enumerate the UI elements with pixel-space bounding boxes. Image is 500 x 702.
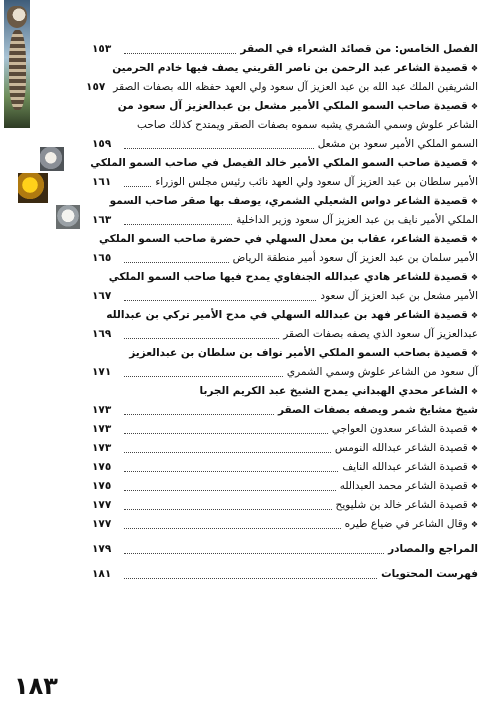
page-number: ١٨٣ — [14, 672, 58, 700]
bullet-icon: ❖ — [470, 102, 478, 111]
toc-entry: ❖ قصيدة صاحب السمو الملكي الأمير خالد الفيصل في صاحب السمو الملكي — [92, 154, 478, 173]
page-ref: ١٧٩ — [92, 543, 112, 555]
toc-subentry: ❖ وقال الشاعر في ضياع طيره ١٧٧ — [92, 515, 478, 534]
falcon-thumbnail-3 — [56, 205, 80, 229]
toc-entry-continuation: شيخ مشايخ شمر ويصفه بصفات الصقر ١٧٣ — [92, 401, 478, 420]
dot-leader — [124, 553, 384, 554]
toc-entry-continuation: الأمير مشعل بن عبد العزيز آل سعود ١٦٧ — [92, 287, 478, 306]
bullet-icon: ❖ — [470, 64, 478, 73]
bullet-icon: ❖ — [470, 520, 478, 529]
toc-entry-continuation: الشاعر علوش وسمي الشمري يشبه سموه بصفات الصقر ويمتدح كذلك صاحب — [137, 119, 478, 131]
toc-entry-continuation: الشريفين الملك عبد الله بن عبد العزيز آل سعود ولي العهد حفظه الله بصفات الصقر ١٥٧ — [92, 78, 478, 97]
falcon-thumbnail-2 — [18, 173, 48, 203]
bullet-icon: ❖ — [470, 501, 478, 510]
page-ref: ١٧٥ — [92, 480, 112, 492]
dot-leader — [124, 528, 341, 529]
toc-entry-continuation: السمو الملكي الأمير سعود بن مشعل ١٥٩ — [92, 135, 478, 154]
page-ref: ١٧٧ — [92, 499, 112, 511]
toc-subentry: ❖ قصيدة الشاعر محمد العبدالله ١٧٥ — [92, 477, 478, 496]
dot-leader — [124, 452, 331, 453]
page-ref: ١٧٣ — [92, 442, 112, 454]
toc-entry-continuation: الأمير سلمان بن عبد العزيز آل سعود أمير منطقة الرياض ١٦٥ — [92, 249, 478, 268]
toc-entry: ❖ قصيدة الشاعر فهد بن عبدالله السهلي في مدح الأمير تركي بن عبدالله — [92, 306, 478, 325]
page-ref: ١٥٣ — [92, 43, 112, 55]
toc-entry: ❖ قصيدة صاحب السمو الملكي الأمير مشعل بن عبدالعزيز آل سعود من — [92, 97, 478, 116]
dot-leader — [124, 224, 232, 225]
page-ref: ١٦٥ — [92, 252, 112, 264]
toc-entry-continuation: الملكي الأمير نايف بن عبد العزيز آل سعود وزير الداخلية ١٦٣ — [92, 211, 478, 230]
bullet-icon: ❖ — [470, 387, 478, 396]
dot-leader — [124, 414, 274, 415]
bullet-icon: ❖ — [470, 425, 478, 434]
dot-leader — [124, 262, 229, 263]
bullet-icon: ❖ — [470, 482, 478, 491]
toc-subentry: ❖ قصيدة الشاعر خالد بن شليويح ١٧٧ — [92, 496, 478, 515]
toc-entry: ❖ الشاعر محدي الهبداني يمدح الشيخ عبد الكريم الجربا — [92, 382, 478, 401]
falcon-body-image — [9, 30, 26, 110]
toc-entry-continuation: الأمير سلطان بن عبد العزيز آل سعود ولي العهد نائب رئيس مجلس الوزراء ١٦١ — [92, 173, 478, 192]
page-ref: ١٦٣ — [92, 214, 112, 226]
page-ref: ١٦١ — [92, 176, 112, 188]
toc-entry: ❖ قصيدة الشاعر دواس الشعيلي الشمري، يوصف بها صقر صاحب السمو — [92, 192, 478, 211]
chapter-title: الفصل الخامس: من قصائد الشعراء في الصقر — [240, 43, 478, 55]
dot-leader — [124, 578, 377, 579]
page-ref: ١٧١ — [92, 366, 112, 378]
falcon-photo-strip — [4, 0, 30, 128]
dot-leader — [124, 433, 328, 434]
dot-leader — [124, 509, 332, 510]
dot-leader — [124, 186, 151, 187]
page-ref: ١٥٩ — [92, 138, 112, 150]
dot-leader — [124, 300, 316, 301]
toc-entry: ❖ قصيدة الشاعر، عقاب بن معدل السهلي في حضرة صاحب السمو الملكي — [92, 230, 478, 249]
dot-leader — [124, 490, 336, 491]
toc-references: المراجع والمصادر ١٧٩ — [92, 540, 478, 559]
toc-subentry: ❖ قصيدة الشاعر سعدون العواجي ١٧٣ — [92, 420, 478, 439]
toc-entry-continuation: آل سعود من الشاعر علوش وسمي الشمري ١٧١ — [92, 363, 478, 382]
page-ref: ١٧٣ — [92, 404, 112, 416]
toc-subentry: ❖ قصيدة الشاعر عبدالله النومس ١٧٣ — [92, 439, 478, 458]
falcon-thumbnail-1 — [40, 147, 64, 171]
page-ref: ١٦٩ — [92, 328, 112, 340]
bullet-icon: ❖ — [470, 159, 478, 168]
page-ref: ١٨١ — [92, 568, 112, 580]
dot-leader — [124, 53, 236, 54]
toc-chapter-heading — [92, 40, 478, 59]
bullet-icon: ❖ — [470, 349, 478, 358]
page-ref: ١٥٧ — [86, 81, 106, 93]
bullet-icon: ❖ — [470, 311, 478, 320]
dot-leader — [124, 471, 338, 472]
bullet-icon: ❖ — [470, 273, 478, 282]
bullet-icon: ❖ — [470, 235, 478, 244]
toc-entry: ❖ قصيدة بصاحب السمو الملكي الأمير نواف بن سلطان بن عبدالعزيز — [92, 344, 478, 363]
falcon-head-image — [7, 6, 27, 28]
page-ref: ١٧٧ — [92, 518, 112, 530]
toc-entry-continuation: عبدالعزيز آل سعود الذي يصفه بصفات الصقر ١٦٩ — [92, 325, 478, 344]
page-ref: ١٧٣ — [92, 423, 112, 435]
bullet-icon: ❖ — [470, 444, 478, 453]
dot-leader — [124, 338, 279, 339]
page-ref: ١٧٥ — [92, 461, 112, 473]
dot-leader — [124, 148, 314, 149]
toc-index: فهرست المحتويات ١٨١ — [92, 565, 478, 584]
page-ref: ١٦٧ — [92, 290, 112, 302]
bullet-icon: ❖ — [470, 463, 478, 472]
bullet-icon: ❖ — [470, 197, 478, 206]
toc-subentry: ❖ قصيدة الشاعر عبدالله النايف ١٧٥ — [92, 458, 478, 477]
toc-entry: ❖ قصيدة للشاعر هادي عبدالله الجنفاوي يمدح فيها صاحب السمو الملكي — [92, 268, 478, 287]
toc-entry: ❖ قصيدة الشاعر عبد الرحمن بن ناصر القريني يصف فيها خادم الحرمين — [92, 59, 478, 78]
dot-leader — [124, 376, 283, 377]
table-of-contents — [86, 40, 478, 584]
